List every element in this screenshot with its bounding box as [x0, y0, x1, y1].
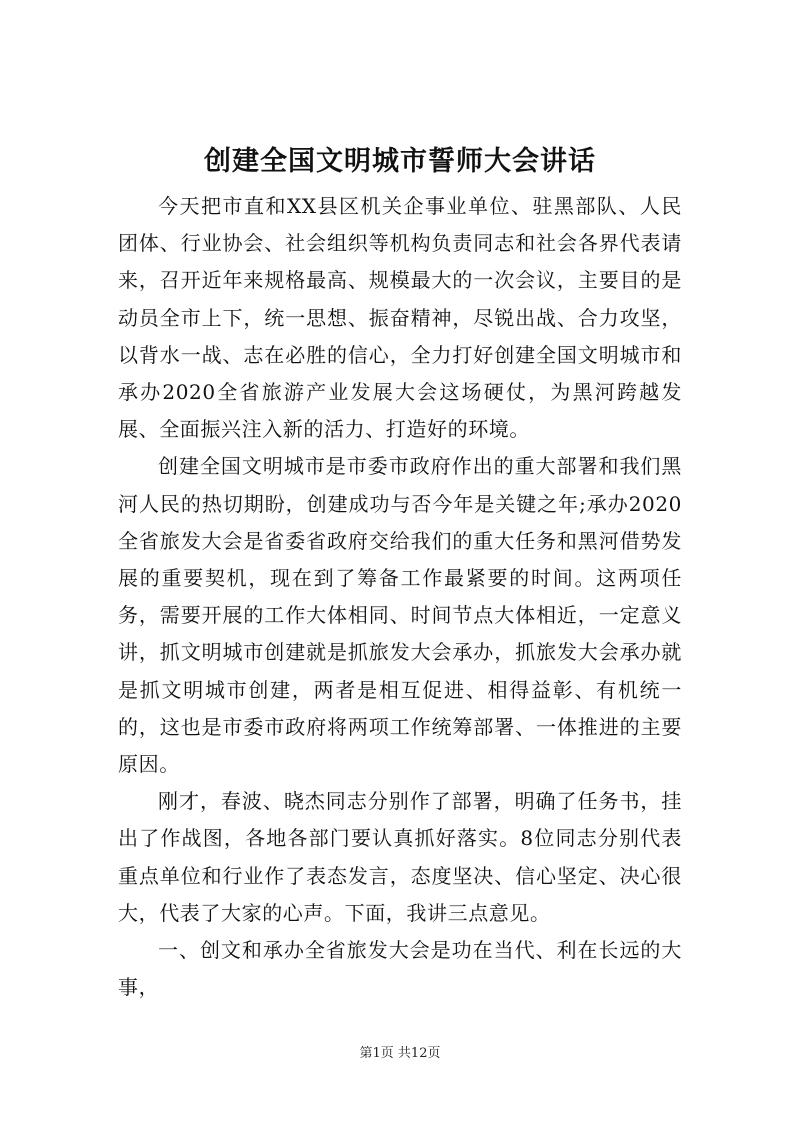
- document-body: [118, 188, 682, 1006]
- paragraph-2: 创建全国文明城市是市委市政府作出的重大部署和我们黑河人民的热切期盼，创建成功与否今年是关键之年;承办2020全省旅发大会是省委省政府交给我们的重大任务和黑河借势发展的重要契机，现在到了筹备工作最紧要的时间。这两项任务，需要开展的工作大体相同、时间节点大体相近，一定意义讲，抓文明城市创建就是抓旅发大会承办，抓旅发大会承办就是抓文明城市创建，两者是相互促进、相得益彰、有机统一的，这也是市委市政府将两项工作统筹部署、一体推进的主要原因。: [118, 454, 682, 777]
- paragraph-1: 今天把市直和XX县区机关企事业单位、驻黑部队、人民团体、行业协会、社会组织等机构负责同志和社会各界代表请来，召开近年来规格最高、规模最大的一次会议，主要目的是动员全市上下，统一思想、振奋精神，尽锐出战、合力攻坚，以背水一战、志在必胜的信心，全力打好创建全国文明城市和承办2020全省旅游产业发展大会这场硬仗，为黑河跨越发展、全面振兴注入新的活力、打造好的环境。: [118, 194, 682, 442]
- document-title: 创建全国文明城市誓师大会讲话: [204, 146, 596, 177]
- paragraph-3: 刚才，春波、晓杰同志分别作了部署，明确了任务书，挂出了作战图，各地各部门要认真抓好落实。8位同志分别代表重点单位和行业作了表态发言，态度坚决、信心坚定、决心很大，代表了大家的心声。下面，我讲三点意见。: [118, 789, 682, 925]
- paragraph-4: 一、创文和承办全省旅发大会是功在当代、利在长远的大事，: [118, 938, 682, 1000]
- page-number-footer: 第1页 共12页: [359, 1046, 441, 1061]
